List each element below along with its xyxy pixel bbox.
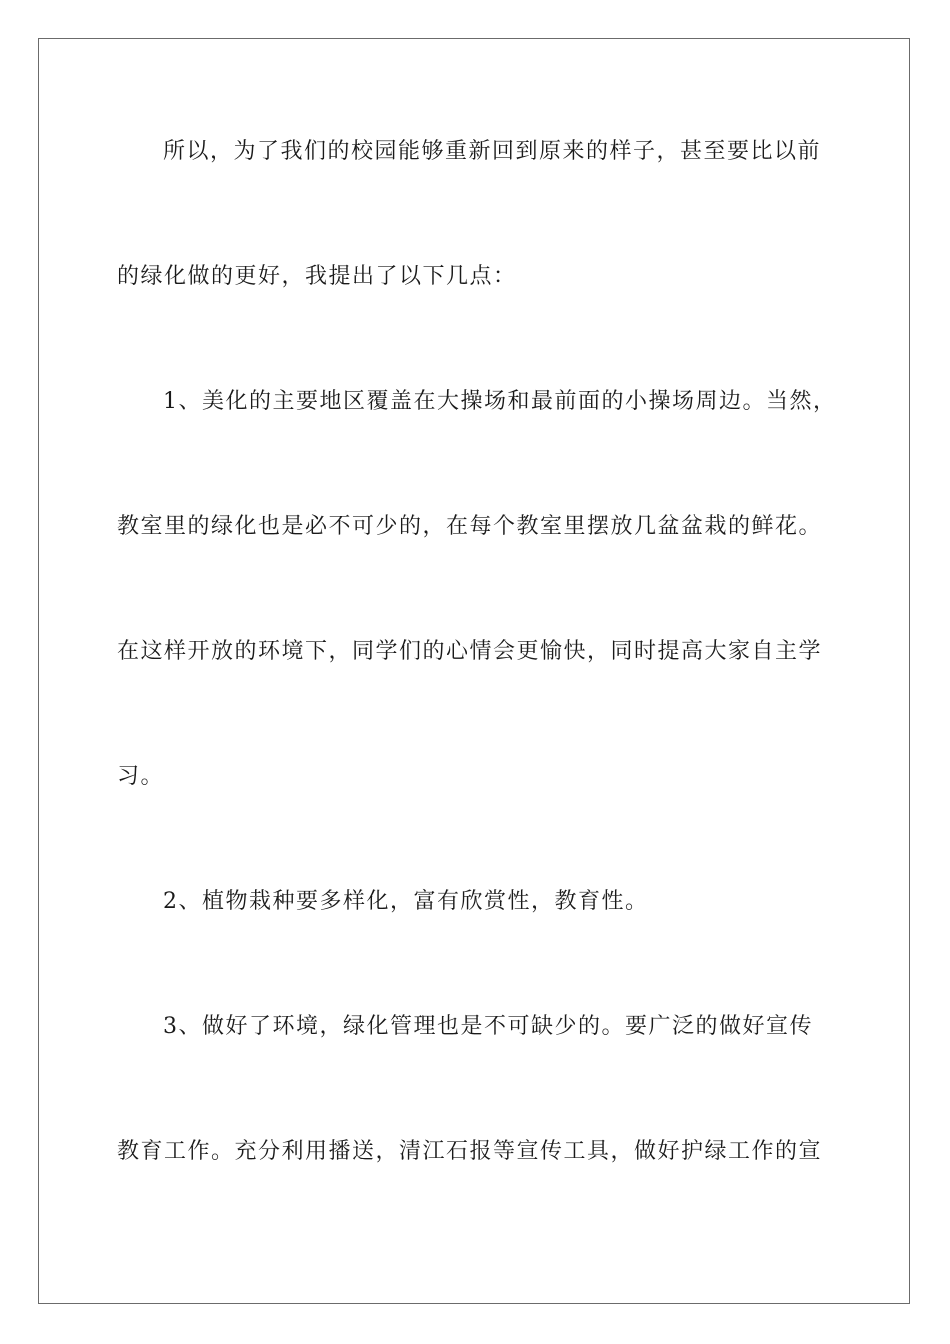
paragraph-2-line-1: 1、美化的主要地区覆盖在大操场和最前面的小操场周边。当然， — [163, 389, 837, 414]
paragraph-2-line-2: 教室里的绿化也是必不可少的，在每个教室里摆放几盆盆栽的鲜花。 — [117, 514, 823, 539]
paragraph-2-line-4: 习。 — [117, 764, 165, 789]
paragraph-2-line-3: 在这样开放的环境下，同学们的心情会更愉快，同时提高大家自主学 — [117, 639, 823, 664]
paragraph-3-line-1: 2、植物栽种要多样化，富有欣赏性，教育性。 — [163, 889, 649, 914]
paragraph-4-line-1: 3、做好了环境，绿化管理也是不可缺少的。要广泛的做好宣传 — [163, 1014, 813, 1039]
paragraph-1-line-1: 所以，为了我们的校园能够重新回到原来的样子，甚至要比以前 — [163, 139, 822, 164]
paragraph-1-line-2: 的绿化做的更好，我提出了以下几点： — [117, 264, 517, 289]
page-border — [38, 38, 910, 1304]
paragraph-4-line-2: 教育工作。充分利用播送，清江石报等宣传工具，做好护绿工作的宣 — [117, 1139, 823, 1164]
